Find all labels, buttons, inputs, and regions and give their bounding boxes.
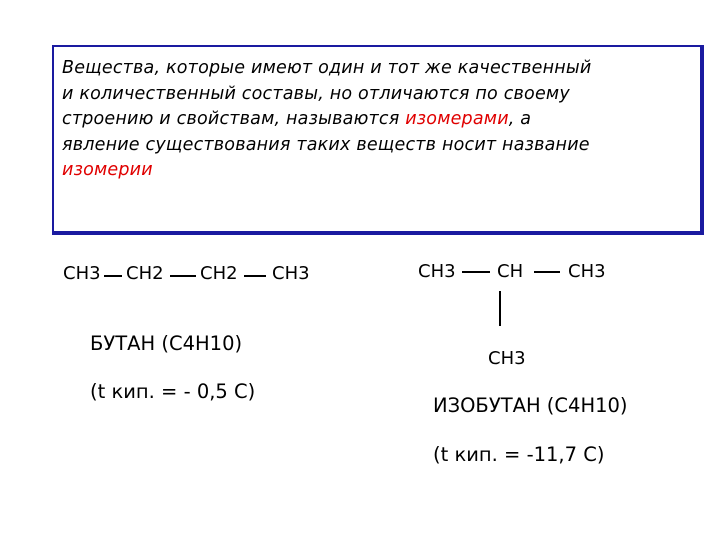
isobutane-ch-center: CH (497, 261, 524, 282)
butane-ch3-left: CH3 (63, 263, 101, 284)
butane-ch2-first: CH2 (126, 263, 164, 284)
butane-ch3-right: CH3 (272, 263, 310, 284)
definition-line-2: и количественный составы, но отличаются по своему (62, 83, 570, 104)
isobutane-name: ИЗОБУТАН (C4H10) (433, 394, 628, 417)
butane-ch2-second: CH2 (200, 263, 238, 284)
definition-line-4: явление существования таких веществ носит название (62, 134, 590, 155)
term-isomerism: изомерии (62, 160, 153, 180)
isobutane-boiling-point: (t кип. = -11,7 C) (433, 443, 605, 466)
definition-text (62, 56, 694, 184)
definition-line-3 (62, 107, 694, 133)
definition-box (52, 45, 704, 235)
isobutane-bond-branch (499, 291, 501, 326)
butane-bond-2 (170, 275, 196, 277)
definition-line-3-prefix: строению и свойствам, называются (62, 109, 406, 129)
butane-bond-1 (104, 275, 122, 277)
butane-name: БУТАН (C4H10) (90, 332, 243, 355)
butane-bond-3 (244, 275, 266, 277)
isobutane-ch3-branch: CH3 (488, 348, 526, 369)
isobutane-ch3-right: CH3 (568, 261, 606, 282)
isobutane-ch3-left: CH3 (418, 261, 456, 282)
isobutane-bond-1 (462, 271, 490, 273)
definition-line-1: Вещества, которые имеют один и тот же качественный (62, 58, 592, 78)
butane-boiling-point: (t кип. = - 0,5 C) (90, 380, 256, 403)
isobutane-bond-2 (534, 271, 560, 273)
term-isomers: изомерами (405, 109, 509, 129)
definition-line-3-suffix: , а (508, 109, 532, 129)
